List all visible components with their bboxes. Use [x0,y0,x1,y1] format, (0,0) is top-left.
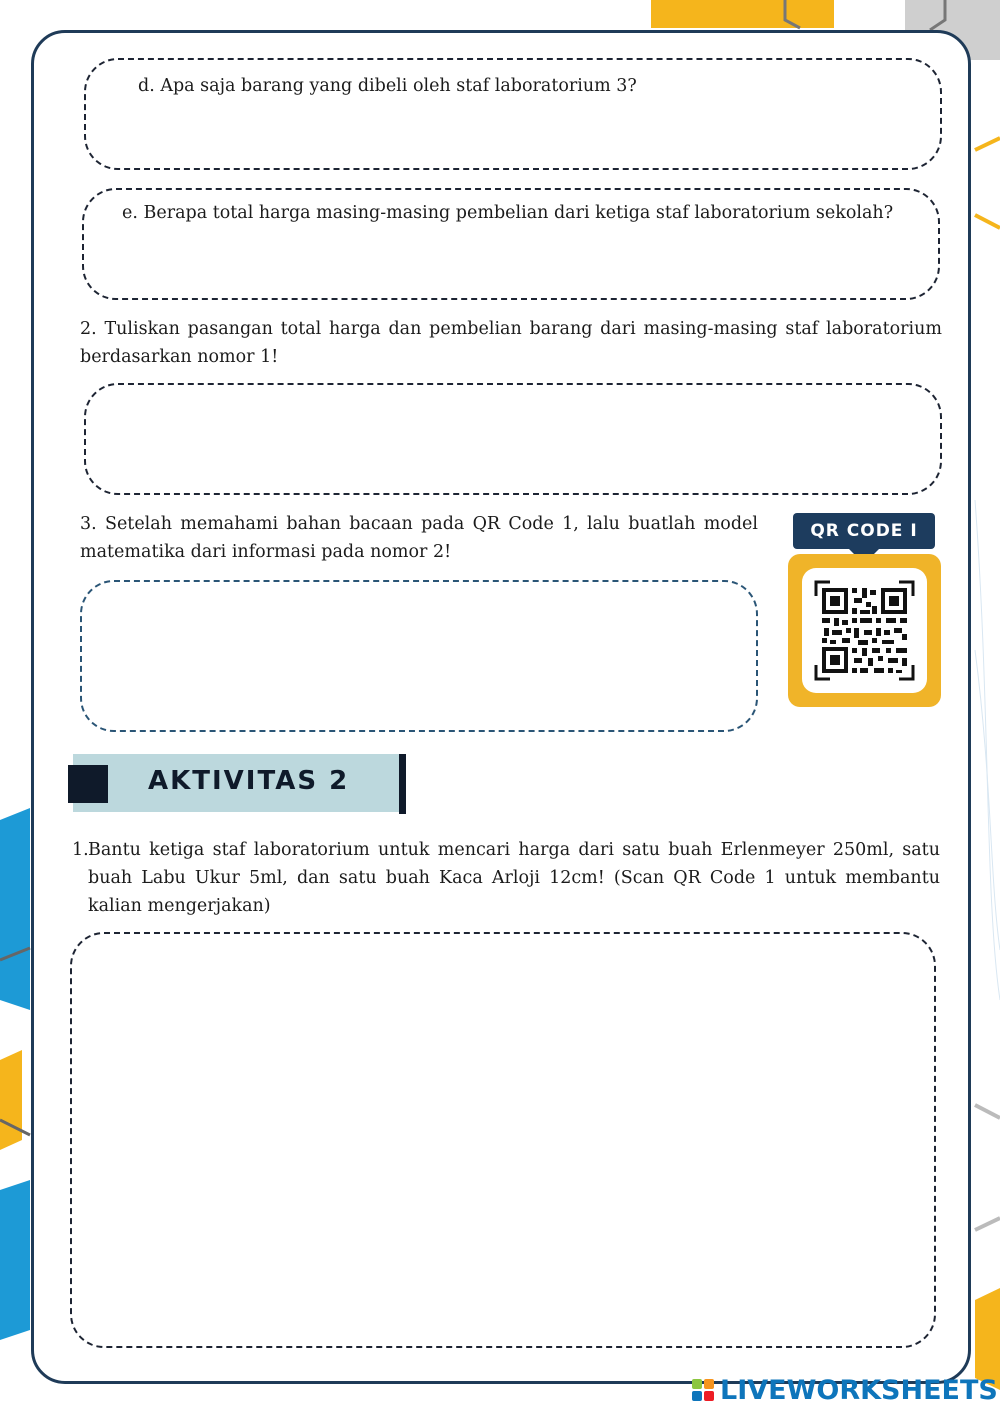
qr-code[interactable] [802,568,927,693]
activity-item-text: Bantu ketiga staf laboratorium untuk mencari harga dari satu buah Erlenmeyer 250ml, satu buah Labu Ukur 5ml, dan satu buah Kaca Arloji 12cm! (Scan QR Code 1 untuk membantu kalian mengerjakan) [88,840,940,916]
activity-header-square [68,765,108,803]
liveworksheets-icon [692,1379,714,1401]
answer-box-activity[interactable] [70,932,936,1348]
qr-code-frame [788,554,941,707]
question-e: e. Berapa total harga masing-masing pembelian dari ketiga staf laboratorium sekolah? [122,203,894,223]
answer-box-3[interactable] [80,580,758,732]
activity-header-edge [399,754,406,814]
qr-code-icon [802,568,927,693]
activity-item-number: 1. [72,840,89,860]
liveworksheets-logo [692,1374,998,1406]
activity-title: AKTIVITAS 2 [148,766,350,796]
answer-box-2[interactable] [84,383,942,495]
question-3: 3. Setelah memahami bahan bacaan pada QR Code 1, lalu buatlah model matematika dari informasi pada nomor 2! [80,514,758,562]
question-d: d. Apa saja barang yang dibeli oleh staf laboratorium 3? [138,76,637,96]
question-2: 2. Tuliskan pasangan total harga dan pembelian barang dari masing-masing staf laboratorium berdasarkan nomor 1! [80,319,942,367]
qr-code-tag: QR CODE I [793,513,935,549]
liveworksheets-text: LIVEWORKSHEETS [720,1374,998,1406]
